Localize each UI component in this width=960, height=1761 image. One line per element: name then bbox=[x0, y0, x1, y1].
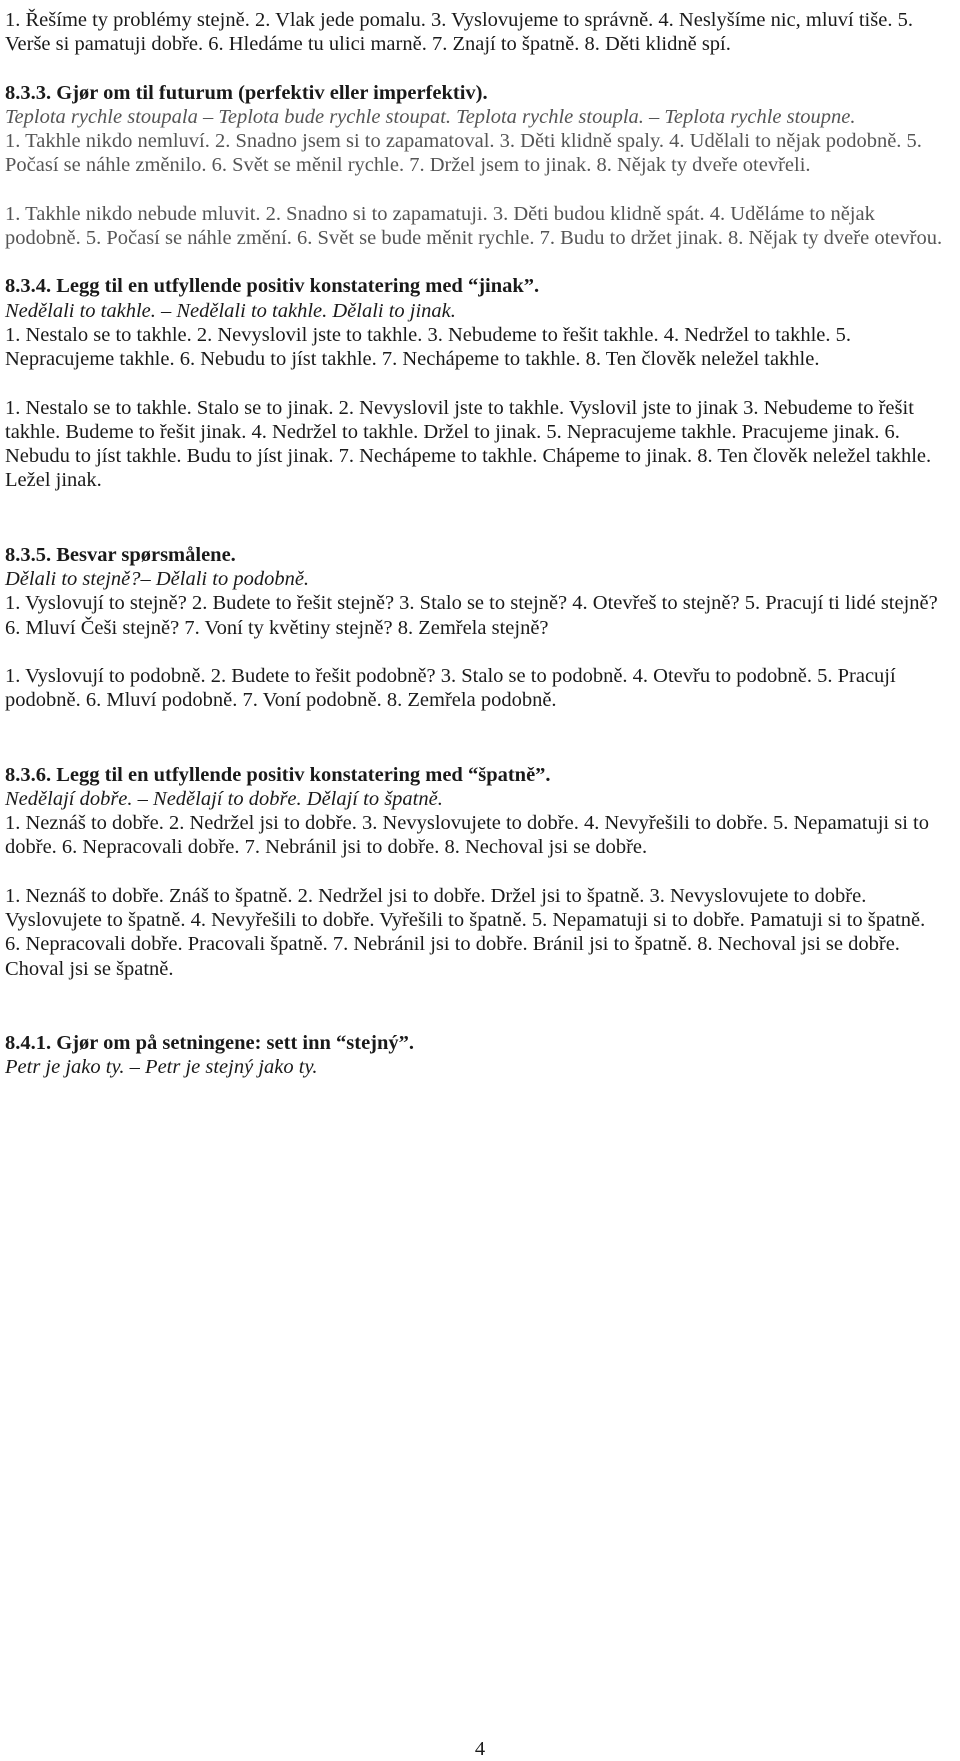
section-heading: 8.3.6. Legg til en utfyllende positiv konstatering med “špatně”. bbox=[5, 763, 551, 786]
answer-sentences: 1. Takhle nikdo nebude mluvit. 2. Snadno si to zapamatuji. 3. Děti budou klidně spát. 4. Uděláme to nějak podobně. 5. Počasí se náhle změní. 6. Svět se bude měnit rychle. 7. Budu to držet jinak. 8. Nějak ty dveře otevřou. bbox=[5, 202, 943, 250]
exercise-sentences: 1. Takhle nikdo nemluví. 2. Snadno jsem si to zapamatoval. 3. Děti klidně spaly. 4. Udělali to nějak podobně. 5. Počasí se náhle změnilo. 6. Svět se měnil rychle. 7. Držel jsem to jinak. 8. Nějak ty dveře otevřeli. bbox=[5, 130, 922, 177]
section-heading: 8.3.5. Besvar spørsmålene. bbox=[5, 543, 236, 566]
page-number: 4 bbox=[474, 1738, 486, 1760]
exercise-sentences: 1. Neznáš to dobře. 2. Nedržel jsi to dobře. 3. Nevyslovujete to dobře. 4. Nevyřešili to dobře. 5. Nepamatuji si to dobře. 6. Nepracovali dobře. 7. Nebránil jsi to dobře. 8. Nechoval jsi se dobře. bbox=[5, 812, 929, 859]
section-8-3-5 bbox=[5, 543, 945, 713]
exercise-sentences: 1. Nestalo se to takhle. 2. Nevyslovil jste to takhle. 3. Nebudeme to řešit takhle. 4. Nedržel to takhle. 5. Nepracujeme takhle. 6. Nebudu to jíst takhle. 7. Nechápeme to takhle. 8. Ten člověk neležel takhle. bbox=[5, 323, 851, 371]
example-sentence: Nedělali to takhle. – Nedělali to takhle. Dělali to jinak. bbox=[5, 299, 456, 322]
section-8-3-4 bbox=[5, 274, 945, 492]
answer-sentences: 1. Nestalo se to takhle. Stalo se to jinak. 2. Nevyslovil jste to takhle. Vyslovil jste to jinak 3. Nebudeme to řešit takhle. Budeme to řešit jinak. 4. Nedržel to takhle. Držel to jinak. 5. Nepracujeme takhle. Pracujeme jinak. 6. Nebudu to jíst takhle. Budu to jíst jinak. 7. Nechápeme to takhle. Chápeme to jinak. 8. Ten člověk neležel takhle. Ležel jinak. bbox=[5, 396, 932, 492]
example-sentence: Teplota rychle stoupala – Teplota bude rychle stoupat. Teplota rychle stoupla. – Teplota rychle stoupne. bbox=[5, 105, 856, 128]
exercise-sentences: 1. Vyslovují to stejně? 2. Budete to řešit stejně? 3. Stalo se to stejně? 4. Otevřeš to stejně? 5. Pracují ti lidé stejně? 6. Mluví Češi stejně? 7. Voní ty květiny stejně? 8. Zemřela stejně? bbox=[5, 592, 938, 639]
section-heading: 8.3.3. Gjør om til futurum (perfektiv eller imperfektiv). bbox=[5, 81, 488, 104]
intro-answers: 1. Řešíme ty problémy stejně. 2. Vlak jede pomalu. 3. Vyslovujeme to správně. 4. Neslyšíme nic, mluví tiše. 5. Verše si pamatuji dobře. 6. Hledáme tu ulici marně. 7. Znají to špatně. 8. Děti klidně spí. bbox=[5, 9, 913, 56]
example-sentence: Nedělají dobře. – Nedělají to dobře. Dělají to špatně. bbox=[5, 787, 443, 810]
example-sentence: Dělali to stejně?– Dělali to podobně. bbox=[5, 568, 310, 591]
section-heading: 8.4.1. Gjør om på setningene: sett inn “stejný”. bbox=[5, 1031, 415, 1054]
example-sentence: Petr je jako ty. – Petr je stejný jako ty. bbox=[5, 1056, 318, 1079]
answer-sentences: 1. Vyslovují to podobně. 2. Budete to řešit podobně? 3. Stalo se to podobně. 4. Otevřu to podobně. 5. Pracují podobně. 6. Mluví podobně. 7. Voní podobně. 8. Zemřela podobně. bbox=[5, 664, 896, 712]
answer-sentences: 1. Neznáš to dobře. Znáš to špatně. 2. Nedržel jsi to dobře. Držel jsi to špatně. 3. Nevyslovujete to dobře. Vyslovujete to špatně. 4. Nevyřešili to dobře. Vyřešili to špatně. 5. Nepamatuji si to dobře. Pamatuji si to špatně. 6. Nepracovali dobře. Pracovali špatně. 7. Nebránil jsi to dobře. Bránil jsi to špatně. 8. Nechoval jsi se dobře. Choval jsi se špatně. bbox=[5, 884, 926, 980]
document-page bbox=[5, 8, 945, 1080]
section-8-4-1 bbox=[5, 1031, 945, 1080]
section-heading: 8.3.4. Legg til en utfyllende positiv konstatering med “jinak”. bbox=[5, 275, 540, 298]
section-8-3-6 bbox=[5, 763, 945, 981]
section-8-3-3 bbox=[5, 81, 945, 251]
